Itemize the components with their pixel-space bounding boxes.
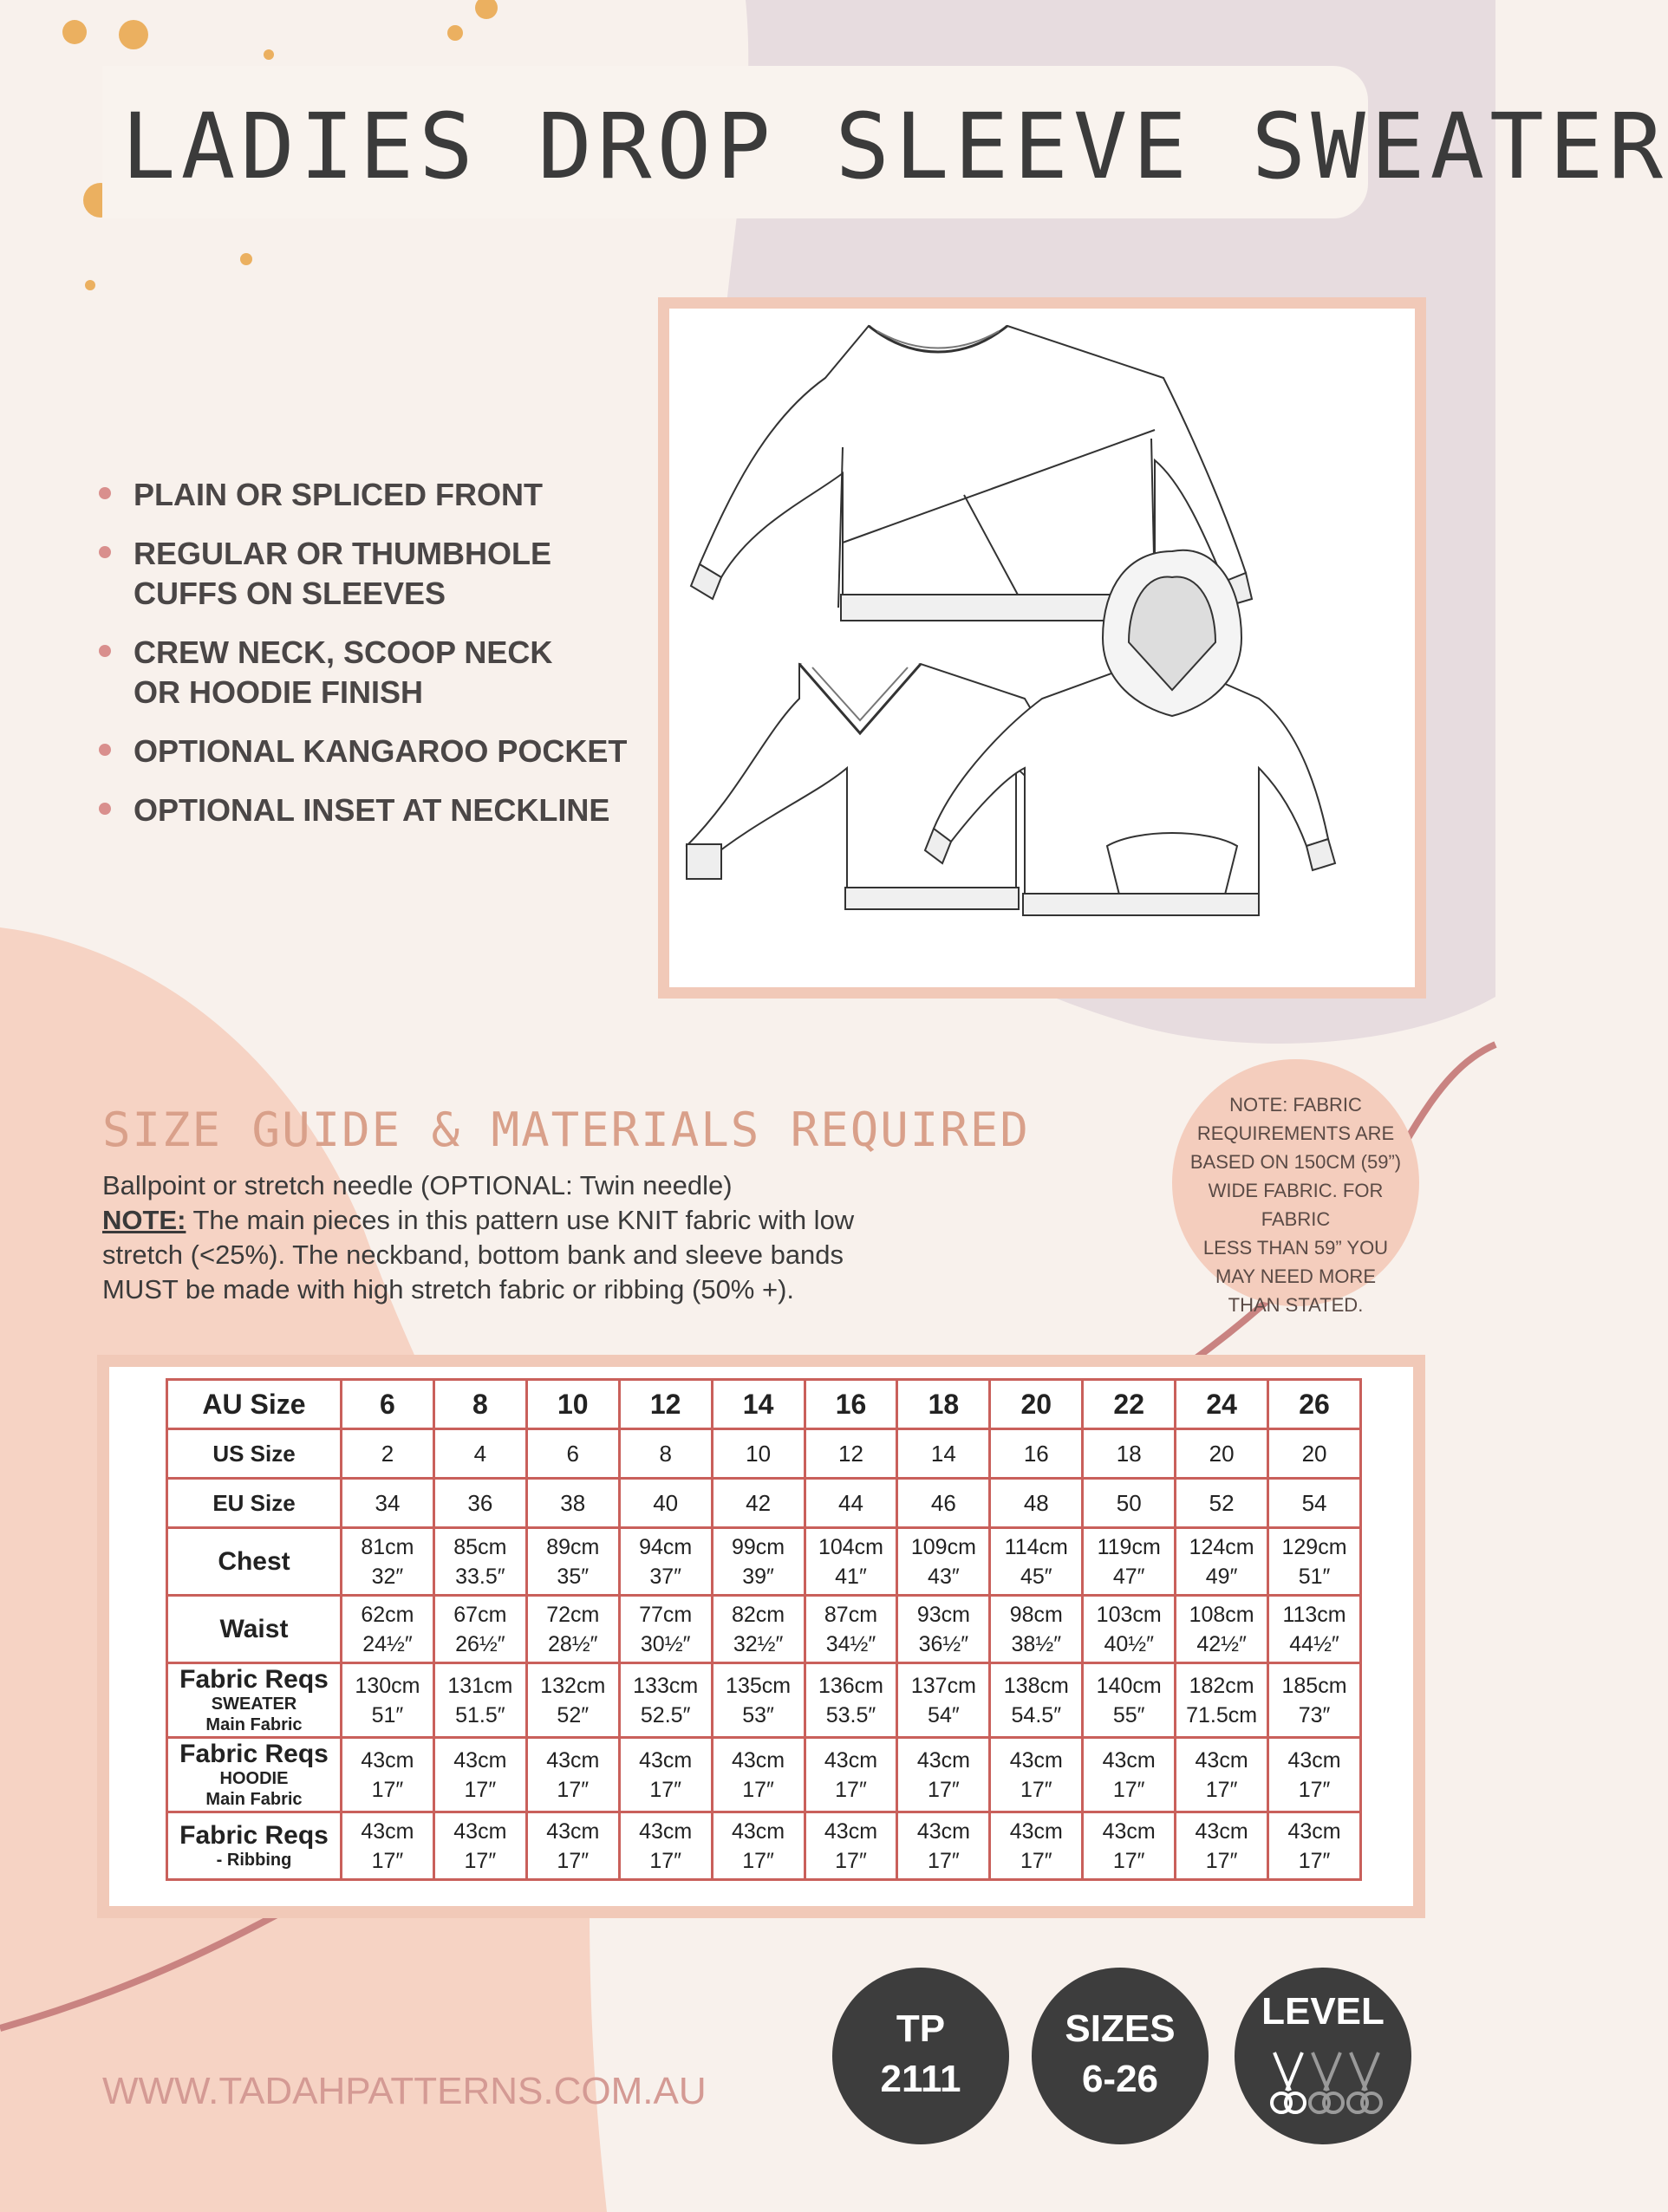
cell-cm: 104cm bbox=[818, 1534, 883, 1559]
cell-inch: 17″ bbox=[1020, 1848, 1052, 1873]
table-cell bbox=[1176, 1663, 1268, 1738]
table-cell bbox=[712, 1528, 805, 1596]
cell-cm: 114cm bbox=[1004, 1534, 1068, 1559]
table-cell: 44 bbox=[805, 1479, 897, 1528]
cell-inch: 42½″ bbox=[1196, 1631, 1247, 1656]
cell-inch: 26½″ bbox=[455, 1631, 505, 1656]
cell-inch: 17″ bbox=[928, 1848, 960, 1873]
table-cell bbox=[1176, 1738, 1268, 1812]
cell-inch: 35″ bbox=[557, 1564, 590, 1589]
table-cell bbox=[619, 1596, 712, 1663]
table-row bbox=[167, 1738, 1361, 1812]
scissors-outline-icon bbox=[1310, 2053, 1343, 2112]
table-cell: 16 bbox=[990, 1429, 1083, 1479]
table-cell: 12 bbox=[805, 1429, 897, 1479]
table-cell bbox=[897, 1738, 990, 1812]
level-label: LEVEL bbox=[1261, 1990, 1385, 2033]
cell-cm: 138cm bbox=[1003, 1673, 1069, 1698]
cell-cm: 43cm bbox=[1287, 1747, 1341, 1773]
cell-inch: 17″ bbox=[1112, 1848, 1145, 1873]
cell-cm: 81cm bbox=[361, 1534, 414, 1559]
bubble-line: BASED ON 150CM (59”) bbox=[1189, 1151, 1402, 1173]
cell-cm: 62cm bbox=[361, 1602, 414, 1627]
cell-inch: 30½″ bbox=[640, 1631, 691, 1656]
website-url: WWW.TADAHPATTERNS.COM.AU bbox=[102, 2070, 707, 2112]
cell-cm: 43cm bbox=[732, 1747, 785, 1773]
row-header-label: Fabric Reqs bbox=[179, 1664, 329, 1694]
table-cell bbox=[1083, 1528, 1176, 1596]
cell-inch: 37″ bbox=[649, 1564, 681, 1589]
cell-inch: 41″ bbox=[835, 1564, 867, 1589]
cell-cm: 182cm bbox=[1189, 1673, 1254, 1698]
feature-item bbox=[97, 732, 652, 771]
cell-cm: 103cm bbox=[1096, 1602, 1162, 1627]
cell-cm: 43cm bbox=[824, 1747, 878, 1773]
note-text: The main pieces in this pattern use KNIT fabric with low stretch (<25%). The neckband, bottom bank and sleeve bands MUST be made with high stretch fabric or ribbing (50% +). bbox=[102, 1205, 855, 1304]
materials-intro bbox=[102, 1168, 917, 1307]
cell-inch: 47″ bbox=[1112, 1564, 1145, 1589]
cell-inch: 53.5″ bbox=[825, 1702, 876, 1727]
table-cell bbox=[526, 1596, 619, 1663]
table-cell bbox=[897, 1528, 990, 1596]
cell-cm: 43cm bbox=[916, 1818, 970, 1844]
cell-cm: 43cm bbox=[453, 1747, 507, 1773]
cell-cm: 124cm bbox=[1189, 1534, 1254, 1559]
feature-line: CUFFS ON SLEEVES bbox=[134, 576, 446, 611]
table-cell bbox=[1176, 1596, 1268, 1663]
table-row bbox=[167, 1528, 1361, 1596]
cell-inch: 17″ bbox=[464, 1848, 497, 1873]
table-cell: 2 bbox=[342, 1429, 434, 1479]
scissors-outline-icon bbox=[1348, 2053, 1381, 2112]
cell-cm: 130cm bbox=[355, 1673, 420, 1698]
cell-inch: 52″ bbox=[557, 1702, 590, 1727]
table-row bbox=[167, 1429, 1361, 1479]
cell-cm: 185cm bbox=[1281, 1673, 1347, 1698]
table-cell: 6 bbox=[342, 1380, 434, 1429]
feature-line: OPTIONAL INSET AT NECKLINE bbox=[134, 792, 610, 828]
cell-inch: 17″ bbox=[835, 1777, 867, 1802]
table-cell bbox=[805, 1812, 897, 1880]
table-cell: 54 bbox=[1268, 1479, 1361, 1528]
cell-inch: 33.5″ bbox=[455, 1564, 505, 1589]
table-cell bbox=[1176, 1812, 1268, 1880]
cell-inch: 17″ bbox=[371, 1777, 404, 1802]
table-cell bbox=[1083, 1738, 1176, 1812]
cell-cm: 87cm bbox=[824, 1602, 878, 1627]
table-cell bbox=[990, 1663, 1083, 1738]
feature-line: REGULAR OR THUMBHOLE bbox=[134, 536, 551, 571]
cell-cm: 93cm bbox=[916, 1602, 970, 1627]
table-cell bbox=[342, 1738, 434, 1812]
table-cell: 42 bbox=[712, 1479, 805, 1528]
table-cell: 4 bbox=[433, 1429, 526, 1479]
cell-cm: 132cm bbox=[540, 1673, 606, 1698]
page-title: LADIES DROP SLEEVE SWEATER bbox=[121, 94, 1668, 199]
table-cell: 18 bbox=[897, 1380, 990, 1429]
cell-inch: 17″ bbox=[649, 1848, 681, 1873]
cell-cm: 113cm bbox=[1282, 1602, 1346, 1627]
table-cell bbox=[433, 1663, 526, 1738]
cell-inch: 36½″ bbox=[918, 1631, 969, 1656]
cell-cm: 43cm bbox=[916, 1747, 970, 1773]
table-cell bbox=[342, 1528, 434, 1596]
table-cell bbox=[433, 1738, 526, 1812]
row-header-label: Fabric Reqs bbox=[179, 1820, 329, 1850]
table-row bbox=[167, 1812, 1361, 1880]
table-cell: 46 bbox=[897, 1479, 990, 1528]
level-scissors bbox=[1262, 2051, 1384, 2120]
table-cell: 10 bbox=[526, 1380, 619, 1429]
cell-cm: 136cm bbox=[818, 1673, 883, 1698]
cell-cm: 119cm bbox=[1097, 1534, 1161, 1559]
row-header-label: Fabric Reqs bbox=[179, 1739, 329, 1768]
cell-inch: 51″ bbox=[1298, 1564, 1331, 1589]
feature-line: OR HOODIE FINISH bbox=[134, 674, 424, 710]
row-header-sub: - Ribbing bbox=[216, 1850, 292, 1870]
cell-inch: 52.5″ bbox=[640, 1702, 691, 1727]
table-row bbox=[167, 1596, 1361, 1663]
table-cell: 52 bbox=[1176, 1479, 1268, 1528]
level-badge bbox=[1235, 1968, 1411, 2144]
table-cell bbox=[342, 1596, 434, 1663]
table-cell bbox=[1268, 1738, 1361, 1812]
cell-inch: 51″ bbox=[371, 1702, 404, 1727]
row-header-sub: HOODIE bbox=[219, 1768, 289, 1788]
table-cell bbox=[526, 1812, 619, 1880]
table-cell: 10 bbox=[712, 1429, 805, 1479]
table-cell: 26 bbox=[1268, 1380, 1361, 1429]
cell-cm: 140cm bbox=[1096, 1673, 1162, 1698]
bubble-line: THAN STATED. bbox=[1228, 1294, 1364, 1316]
cell-inch: 17″ bbox=[649, 1777, 681, 1802]
row-header bbox=[167, 1429, 342, 1479]
table-cell: 16 bbox=[805, 1380, 897, 1429]
cell-cm: 94cm bbox=[639, 1534, 693, 1559]
feature-item bbox=[97, 633, 652, 712]
table-cell bbox=[1268, 1596, 1361, 1663]
table-cell: 40 bbox=[619, 1479, 712, 1528]
table-cell: 22 bbox=[1083, 1380, 1176, 1429]
table-cell: 14 bbox=[712, 1380, 805, 1429]
note-label: NOTE: bbox=[102, 1205, 186, 1235]
cell-inch: 17″ bbox=[1205, 1777, 1238, 1802]
table-cell: 48 bbox=[990, 1479, 1083, 1528]
table-cell: 24 bbox=[1176, 1380, 1268, 1429]
bubble-line: MAY NEED MORE bbox=[1215, 1265, 1376, 1287]
feature-item bbox=[97, 790, 652, 830]
table-cell bbox=[1083, 1663, 1176, 1738]
table-row bbox=[167, 1479, 1361, 1528]
table-cell bbox=[805, 1596, 897, 1663]
table-cell bbox=[433, 1812, 526, 1880]
badge-line: TP bbox=[896, 2007, 946, 2050]
cell-inch: 40½″ bbox=[1104, 1631, 1154, 1656]
feature-item bbox=[97, 475, 652, 515]
scissors-filled-icon bbox=[1272, 2053, 1305, 2112]
cell-cm: 43cm bbox=[361, 1818, 414, 1844]
cell-cm: 43cm bbox=[732, 1818, 785, 1844]
table-cell: 14 bbox=[897, 1429, 990, 1479]
table-cell: 20 bbox=[1268, 1429, 1361, 1479]
cell-inch: 17″ bbox=[1205, 1848, 1238, 1873]
table-cell bbox=[1268, 1528, 1361, 1596]
fabric-note-bubble-text bbox=[1172, 1090, 1419, 1319]
cell-cm: 108cm bbox=[1189, 1602, 1254, 1627]
feature-item bbox=[97, 534, 652, 614]
table-cell bbox=[897, 1596, 990, 1663]
row-header-sub: Main Fabric bbox=[205, 1714, 303, 1734]
table-cell: 50 bbox=[1083, 1479, 1176, 1528]
cell-inch: 17″ bbox=[557, 1777, 590, 1802]
table-cell bbox=[1083, 1596, 1176, 1663]
cell-inch: 17″ bbox=[742, 1777, 774, 1802]
cell-cm: 43cm bbox=[639, 1818, 693, 1844]
cell-inch: 51.5″ bbox=[455, 1702, 505, 1727]
cell-inch: 17″ bbox=[1020, 1777, 1052, 1802]
table-cell bbox=[619, 1663, 712, 1738]
table-cell bbox=[990, 1812, 1083, 1880]
bullet-dot-icon bbox=[99, 487, 111, 499]
row-header bbox=[167, 1380, 342, 1429]
table-cell bbox=[619, 1528, 712, 1596]
cell-inch: 53″ bbox=[742, 1702, 774, 1727]
table-cell bbox=[619, 1738, 712, 1812]
cell-inch: 32″ bbox=[371, 1564, 404, 1589]
table-cell bbox=[1268, 1812, 1361, 1880]
cell-inch: 17″ bbox=[1112, 1777, 1145, 1802]
bubble-line: WIDE FABRIC. FOR FABRIC bbox=[1208, 1180, 1384, 1230]
cell-cm: 43cm bbox=[1102, 1747, 1156, 1773]
cell-cm: 99cm bbox=[732, 1534, 785, 1559]
cell-cm: 135cm bbox=[726, 1673, 792, 1698]
table-row bbox=[167, 1663, 1361, 1738]
cell-cm: 43cm bbox=[361, 1747, 414, 1773]
cell-cm: 109cm bbox=[910, 1534, 976, 1559]
table-cell bbox=[990, 1528, 1083, 1596]
table-cell bbox=[526, 1528, 619, 1596]
row-header bbox=[167, 1596, 342, 1663]
table-cell: 20 bbox=[1176, 1429, 1268, 1479]
feature-line: PLAIN OR SPLICED FRONT bbox=[134, 477, 544, 512]
table-cell bbox=[526, 1663, 619, 1738]
pattern-number-badge bbox=[832, 1968, 1009, 2144]
table-cell bbox=[712, 1812, 805, 1880]
cell-inch: 17″ bbox=[1298, 1848, 1331, 1873]
cell-inch: 54.5″ bbox=[1011, 1702, 1062, 1727]
badge-line: 2111 bbox=[880, 2058, 961, 2100]
bubble-line: NOTE: FABRIC bbox=[1229, 1094, 1362, 1116]
cell-cm: 43cm bbox=[1102, 1818, 1156, 1844]
table-cell bbox=[619, 1812, 712, 1880]
badge-line: SIZES bbox=[1065, 2007, 1176, 2050]
table-cell: 38 bbox=[526, 1479, 619, 1528]
table-cell bbox=[805, 1663, 897, 1738]
cell-cm: 133cm bbox=[633, 1673, 699, 1698]
fabric-note bbox=[102, 1203, 917, 1307]
cell-inch: 34½″ bbox=[825, 1631, 876, 1656]
cell-cm: 85cm bbox=[453, 1534, 507, 1559]
table-cell bbox=[526, 1738, 619, 1812]
cell-cm: 43cm bbox=[546, 1818, 600, 1844]
cell-inch: 45″ bbox=[1020, 1564, 1052, 1589]
row-header-label: Chest bbox=[218, 1546, 290, 1576]
table-cell: 20 bbox=[990, 1380, 1083, 1429]
cell-inch: 17″ bbox=[464, 1777, 497, 1802]
table-cell: 8 bbox=[619, 1429, 712, 1479]
size-table bbox=[166, 1378, 1362, 1881]
cell-cm: 43cm bbox=[1009, 1747, 1063, 1773]
table-cell bbox=[433, 1528, 526, 1596]
cell-inch: 39″ bbox=[742, 1564, 774, 1589]
row-header bbox=[167, 1738, 342, 1812]
row-header-label: EU Size bbox=[212, 1490, 296, 1516]
badge-line: 6-26 bbox=[1081, 2058, 1159, 2100]
cell-cm: 82cm bbox=[732, 1602, 785, 1627]
cell-inch: 32½″ bbox=[733, 1631, 784, 1656]
table-cell bbox=[897, 1663, 990, 1738]
row-header-sub: SWEATER bbox=[211, 1694, 297, 1714]
table-cell: 12 bbox=[619, 1380, 712, 1429]
bullet-dot-icon bbox=[99, 645, 111, 657]
cell-inch: 44½″ bbox=[1289, 1631, 1339, 1656]
row-header-sub: Main Fabric bbox=[205, 1789, 303, 1809]
table-cell bbox=[712, 1596, 805, 1663]
cell-cm: 43cm bbox=[1195, 1818, 1248, 1844]
cell-cm: 129cm bbox=[1281, 1534, 1347, 1559]
table-cell bbox=[990, 1596, 1083, 1663]
row-header bbox=[167, 1528, 342, 1596]
needle-line: Ballpoint or stretch needle (OPTIONAL: Twin needle) bbox=[102, 1170, 733, 1200]
table-cell bbox=[342, 1812, 434, 1880]
cell-inch: 71.5cm bbox=[1186, 1702, 1258, 1727]
cell-inch: 49″ bbox=[1205, 1564, 1238, 1589]
bubble-line: LESS THAN 59” YOU bbox=[1202, 1237, 1389, 1259]
sweater-illustrations bbox=[669, 309, 1415, 987]
feature-line: OPTIONAL KANGAROO POCKET bbox=[134, 733, 628, 769]
cell-cm: 43cm bbox=[639, 1747, 693, 1773]
bullet-dot-icon bbox=[99, 803, 111, 815]
table-cell: 36 bbox=[433, 1479, 526, 1528]
table-cell bbox=[433, 1596, 526, 1663]
section-title: SIZE GUIDE & MATERIALS REQUIRED bbox=[102, 1103, 1030, 1157]
cell-cm: 77cm bbox=[639, 1602, 693, 1627]
cell-cm: 98cm bbox=[1009, 1602, 1063, 1627]
cell-inch: 38½″ bbox=[1011, 1631, 1062, 1656]
bubble-line: REQUIREMENTS ARE bbox=[1196, 1122, 1395, 1144]
row-header bbox=[167, 1479, 342, 1528]
cell-cm: 43cm bbox=[1287, 1818, 1341, 1844]
row-header bbox=[167, 1812, 342, 1880]
row-header-label: Waist bbox=[219, 1614, 289, 1643]
feature-line: CREW NECK, SCOOP NECK bbox=[134, 634, 553, 670]
table-row bbox=[167, 1380, 1361, 1429]
cell-inch: 17″ bbox=[371, 1848, 404, 1873]
bullet-dot-icon bbox=[99, 546, 111, 558]
table-cell bbox=[805, 1738, 897, 1812]
table-cell bbox=[712, 1738, 805, 1812]
table-cell bbox=[342, 1663, 434, 1738]
feature-list bbox=[97, 475, 652, 849]
cell-inch: 17″ bbox=[742, 1848, 774, 1873]
cell-cm: 137cm bbox=[910, 1673, 976, 1698]
illustration-panel bbox=[669, 309, 1415, 987]
cell-inch: 73″ bbox=[1298, 1702, 1331, 1727]
bullet-dot-icon bbox=[99, 744, 111, 756]
table-cell: 6 bbox=[526, 1429, 619, 1479]
table-cell bbox=[805, 1528, 897, 1596]
cell-cm: 131cm bbox=[447, 1673, 513, 1698]
row-header-label: US Size bbox=[212, 1441, 296, 1467]
table-cell bbox=[1268, 1663, 1361, 1738]
cell-inch: 43″ bbox=[928, 1564, 960, 1589]
cell-cm: 43cm bbox=[546, 1747, 600, 1773]
cell-inch: 28½″ bbox=[548, 1631, 598, 1656]
cell-cm: 43cm bbox=[1009, 1818, 1063, 1844]
table-cell bbox=[1176, 1528, 1268, 1596]
table-cell bbox=[897, 1812, 990, 1880]
row-header-label: AU Size bbox=[202, 1389, 306, 1420]
table-cell bbox=[1083, 1812, 1176, 1880]
cell-cm: 43cm bbox=[453, 1818, 507, 1844]
sizes-badge bbox=[1032, 1968, 1209, 2144]
table-cell bbox=[712, 1663, 805, 1738]
cell-cm: 72cm bbox=[546, 1602, 600, 1627]
table-cell: 18 bbox=[1083, 1429, 1176, 1479]
cell-cm: 43cm bbox=[1195, 1747, 1248, 1773]
cell-inch: 54″ bbox=[928, 1702, 960, 1727]
cell-inch: 17″ bbox=[1298, 1777, 1331, 1802]
cell-cm: 43cm bbox=[824, 1818, 878, 1844]
cell-inch: 17″ bbox=[835, 1848, 867, 1873]
cell-inch: 24½″ bbox=[362, 1631, 413, 1656]
cell-cm: 67cm bbox=[453, 1602, 507, 1627]
table-cell: 34 bbox=[342, 1479, 434, 1528]
cell-inch: 17″ bbox=[557, 1848, 590, 1873]
table-cell bbox=[990, 1738, 1083, 1812]
cell-inch: 17″ bbox=[928, 1777, 960, 1802]
cell-cm: 89cm bbox=[546, 1534, 600, 1559]
row-header bbox=[167, 1663, 342, 1738]
cell-inch: 55″ bbox=[1112, 1702, 1145, 1727]
table-cell: 8 bbox=[433, 1380, 526, 1429]
